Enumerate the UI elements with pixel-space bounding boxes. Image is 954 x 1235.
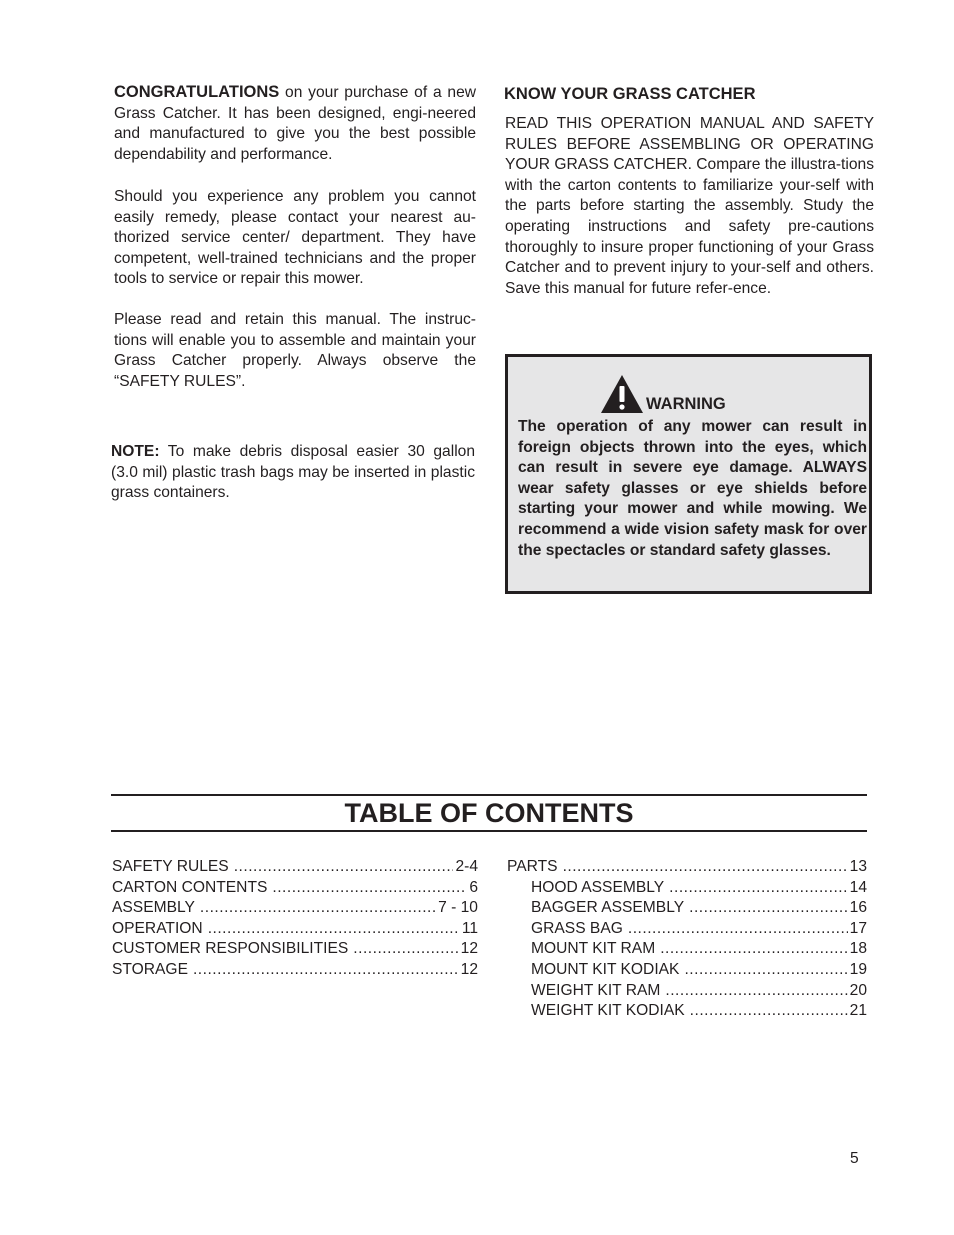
toc-entry-label: GRASS BAG — [531, 919, 623, 937]
toc-entry-page: 20 — [849, 981, 867, 999]
service-paragraph: Should you experience any problem you cannot easily remedy, please contact your nearest au-thorized service center/ department. They have competent, well-trained technicians and the proper tools to service or repair this mower. — [114, 188, 476, 288]
toc-entry-page: 13 — [849, 858, 867, 875]
toc-entry — [507, 1001, 867, 1022]
toc-entry-label: WEIGHT KIT RAM — [531, 981, 661, 999]
warning-box — [505, 354, 872, 594]
toc-entry-label: CARTON CONTENTS — [112, 878, 268, 896]
toc-dot-leader — [563, 857, 848, 878]
warning-triangle-icon — [600, 374, 644, 414]
toc-entry-page: 2-4 — [455, 858, 478, 875]
toc-entry — [112, 919, 478, 940]
toc-dot-leader — [689, 898, 848, 919]
toc-entry-label: MOUNT KIT KODIAK — [531, 960, 680, 978]
toc-title: TABLE OF CONTENTS — [344, 798, 634, 828]
know-your-grass-catcher-heading: KNOW YOUR GRASS CATCHER — [504, 85, 756, 103]
toc-dot-leader — [669, 878, 847, 899]
toc-entry — [112, 878, 478, 899]
toc-dot-leader — [660, 939, 847, 960]
note-paragraph — [111, 442, 475, 504]
toc-entry-label: HOOD ASSEMBLY — [531, 878, 665, 896]
toc-entry-page: 6 — [469, 878, 478, 896]
toc-entry — [507, 878, 867, 899]
toc-entry-page: 12 — [460, 960, 478, 978]
toc-entry-page: 18 — [849, 940, 867, 958]
toc-entry-label: STORAGE — [112, 960, 188, 978]
toc-right-column — [507, 857, 867, 1022]
toc-entry-label: WEIGHT KIT KODIAK — [531, 1002, 685, 1020]
note-label: NOTE: — [111, 443, 160, 460]
toc-top-rule — [111, 794, 867, 796]
toc-entry-page: 16 — [849, 899, 867, 917]
toc-bottom-rule — [111, 830, 867, 832]
toc-entry-label: MOUNT KIT RAM — [531, 940, 656, 958]
toc-entry — [507, 960, 867, 981]
toc-entry-label: SAFETY RULES — [112, 858, 229, 875]
toc-dot-leader — [193, 960, 459, 981]
congratulations-text: on your purchase of a new Grass Catcher. It has been designed, engi-neered and manufactured to give you the best possible dependability and performance. — [114, 84, 476, 163]
toc-entry-page: 11 — [461, 919, 478, 937]
toc-entry-label: BAGGER ASSEMBLY — [531, 899, 685, 917]
toc-entry — [507, 857, 867, 878]
toc-dot-leader — [200, 898, 436, 919]
toc-dot-leader — [628, 919, 848, 940]
toc-entry-label: CUSTOMER RESPONSIBILITIES — [112, 940, 349, 958]
toc-dot-leader — [353, 939, 458, 960]
toc-entry — [507, 919, 867, 940]
toc-entry-page: 12 — [460, 940, 478, 958]
toc-entry — [112, 939, 478, 960]
warning-header — [600, 370, 726, 414]
toc-entry-page: 14 — [849, 878, 867, 896]
toc-left-column — [112, 857, 478, 981]
toc-dot-leader — [684, 960, 847, 981]
toc-entry-page: 19 — [849, 960, 867, 978]
toc-entry — [507, 939, 867, 960]
retain-manual-paragraph: Please read and retain this manual. The instruc-tions will enable you to assemble and maintain your Grass Catcher properly. Always observe the “SAFETY RULES”. — [114, 311, 476, 390]
toc-entry — [112, 857, 478, 878]
note-text: To make debris disposal easier 30 gallon (3.0 mil) plastic trash bags may be inserted in plastic grass containers. — [111, 443, 475, 502]
warning-text: The operation of any mower can result in foreign objects thrown into the eyes, which can result in severe eye damage. ALWAYS wear safety glasses or eye shields before starting your mower and while mowing. We recommend a wide vision safety mask for over the spectacles or standard safety glasses. — [518, 418, 867, 559]
congratulations-lead: CONGRATULATIONS — [114, 83, 280, 101]
toc-entry-label: PARTS — [507, 858, 558, 875]
toc-dot-leader — [665, 981, 847, 1002]
congratulations-paragraph — [114, 82, 476, 165]
toc-entry — [507, 898, 867, 919]
toc-entry-label: OPERATION — [112, 919, 203, 937]
toc-entry-page: 17 — [849, 919, 867, 937]
toc-dot-leader — [690, 1001, 848, 1022]
page-number: 5 — [850, 1150, 859, 1167]
toc-entry-label: ASSEMBLY — [112, 899, 195, 917]
toc-entry-page: 7 - 10 — [438, 899, 478, 917]
toc-dot-leader — [208, 919, 460, 940]
know-your-grass-catcher-text: READ THIS OPERATION MANUAL AND SAFETY RULES BEFORE ASSEMBLING OR OPERATING YOUR GRASS CATCHER. Compare the illustra-tions with the carton contents to familiarize your-self with the parts before starting the assembly. Study the operating instructions and safety pre-cautions thoroughly to insure proper functioning of your Grass Catcher and to prevent injury to your-self and others. Save this manual for future refer-ence. — [505, 115, 874, 297]
toc-entry — [112, 960, 478, 981]
warning-title: WARNING — [646, 395, 726, 413]
toc-dot-leader — [272, 878, 467, 899]
toc-entry-page: 21 — [849, 1002, 867, 1020]
toc-entry — [507, 981, 867, 1002]
toc-dot-leader — [234, 857, 454, 878]
toc-entry — [112, 898, 478, 919]
